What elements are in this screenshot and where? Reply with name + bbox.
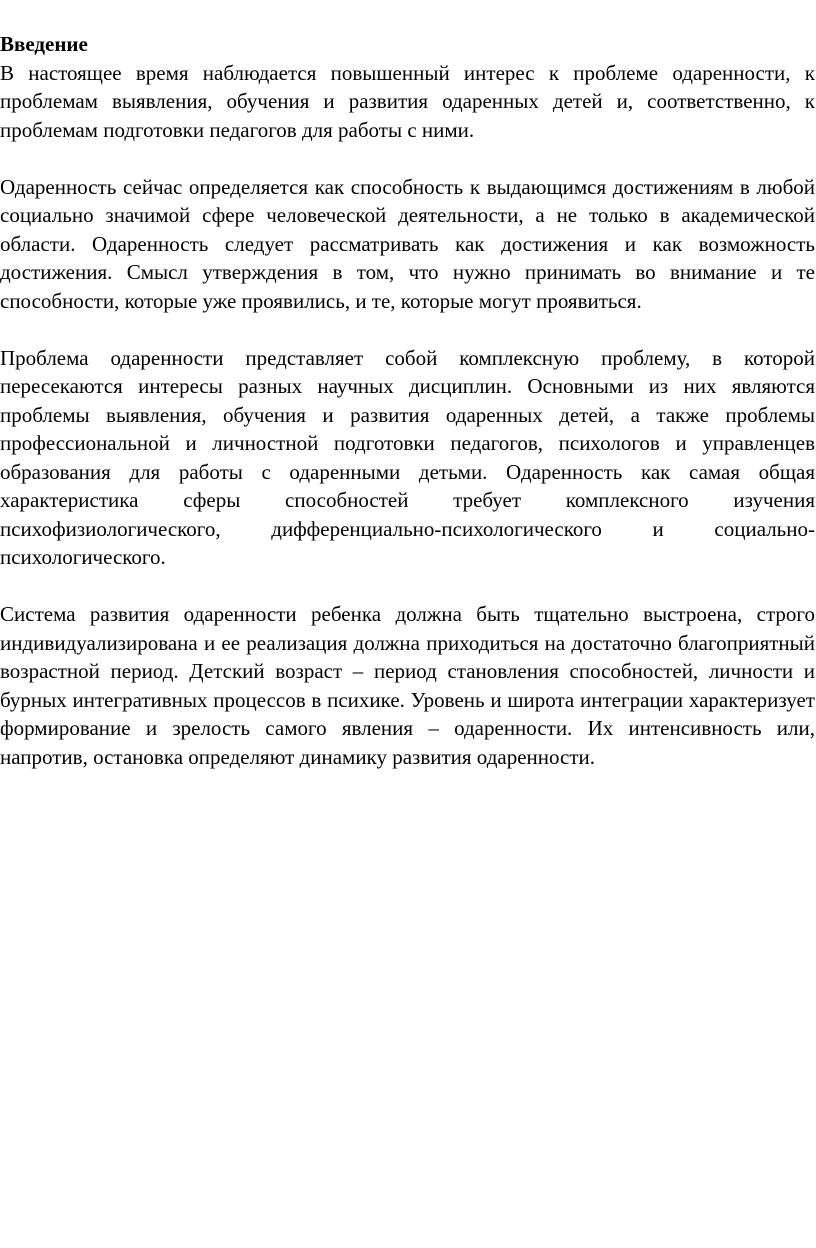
document-page	[0, 30, 815, 800]
paragraph-2: Одаренность сейчас определяется как способность к выдающимся достижениям в любой социально значимой сфере человеческой деятельности, а не только в академической области. Одаренность следует рассматривать как достижения и как возможность достижения. Смысл утверждения в том, что нужно принимать во внимание и те способности, которые уже проявились, и те, которые могут проявиться.	[0, 174, 815, 313]
paragraph-3: Проблема одаренности представляет собой комплексную проблему, в которой пересекаются интересы разных научных дисциплин. Основными из них являются проблемы выявления, обучения и развития одаренных детей, а также проблемы профессиональной и личностной подготовки педагогов, психологов и управленцев образования для работы с одаренными детьми. Одаренность как самая общая характеристика сферы способностей требует комплексного изучения психофизиологического, дифференциально-психологического и социально-психологического.	[0, 345, 815, 569]
paragraph-4: Система развития одаренности ребенка должна быть тщательно выстроена, строго индивидуализирована и ее реализация должна приходиться на достаточно благоприятный возрастной период. Детский возраст – период становления способностей, личности и бурных интегративных процессов в психике. Уровень и широта интеграции характеризует формирование и зрелость самого явления – одаренности. Их интенсивность или, напротив, остановка определяют динамику развития одаренности.	[0, 602, 815, 769]
section-heading: Введение	[0, 32, 88, 56]
paragraph-1: В настоящее время наблюдается повышенный интерес к проблеме одаренности, к проблемам выявления, обучения и развития одаренных детей и, соответственно, к проблемам подготовки педагогов для работы с ними.	[0, 60, 815, 142]
